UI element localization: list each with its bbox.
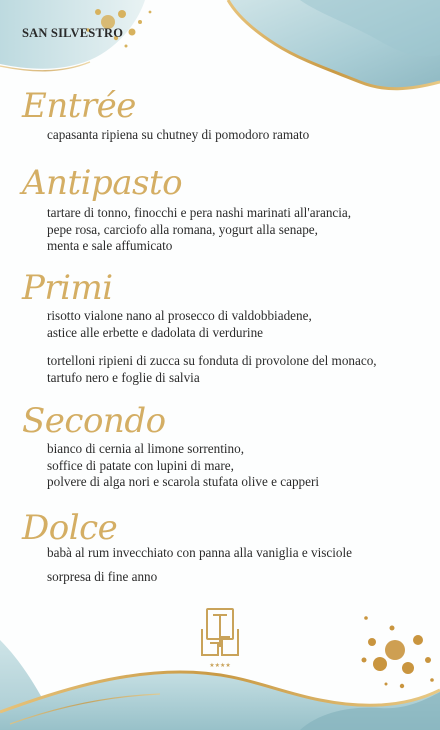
dish-item: babà al rum invecchiato con panna alla vaniglia e visciole <box>47 545 353 560</box>
section-items <box>47 127 309 144</box>
dish-item: risotto vialone nano al prosecco di valdobbiadene, astice alle erbette e dadolata di verdurine <box>47 308 312 340</box>
dish-item: capasanta ripiena su chutney di pomodoro ramato <box>47 127 310 142</box>
section-heading: Antipasto <box>22 163 183 203</box>
event-title: SAN SILVESTRO <box>22 26 124 40</box>
dish-item: tartare di tonno, finocchi e pera nashi marinati all'arancia, pepe rosa, carciofo alla romana, yogurt alla senape, menta e sale affumicato <box>47 205 352 253</box>
dish-item: sorpresa di fine anno <box>47 568 158 584</box>
section-heading: Secondo <box>22 401 166 441</box>
section-heading: Primi <box>22 268 113 308</box>
hotel-monogram-logo-icon <box>198 607 242 669</box>
section-heading: Entrée <box>22 86 136 126</box>
section-items <box>47 205 351 255</box>
section-items <box>47 545 352 585</box>
dish-item: bianco di cernia al limone sorrentino, soffice di patate con lupini di mare, polvere di alga nori e scarola stufata olive e capperi <box>47 441 320 489</box>
dish-item: tortelloni ripieni di zucca su fonduta di provolone del monaco, tartufo nero e foglie di salvia <box>47 353 377 385</box>
section-heading: Dolce <box>22 508 118 548</box>
section-items <box>47 441 319 491</box>
logo-stars: ★★★★ <box>209 662 231 669</box>
section-items <box>47 308 377 386</box>
